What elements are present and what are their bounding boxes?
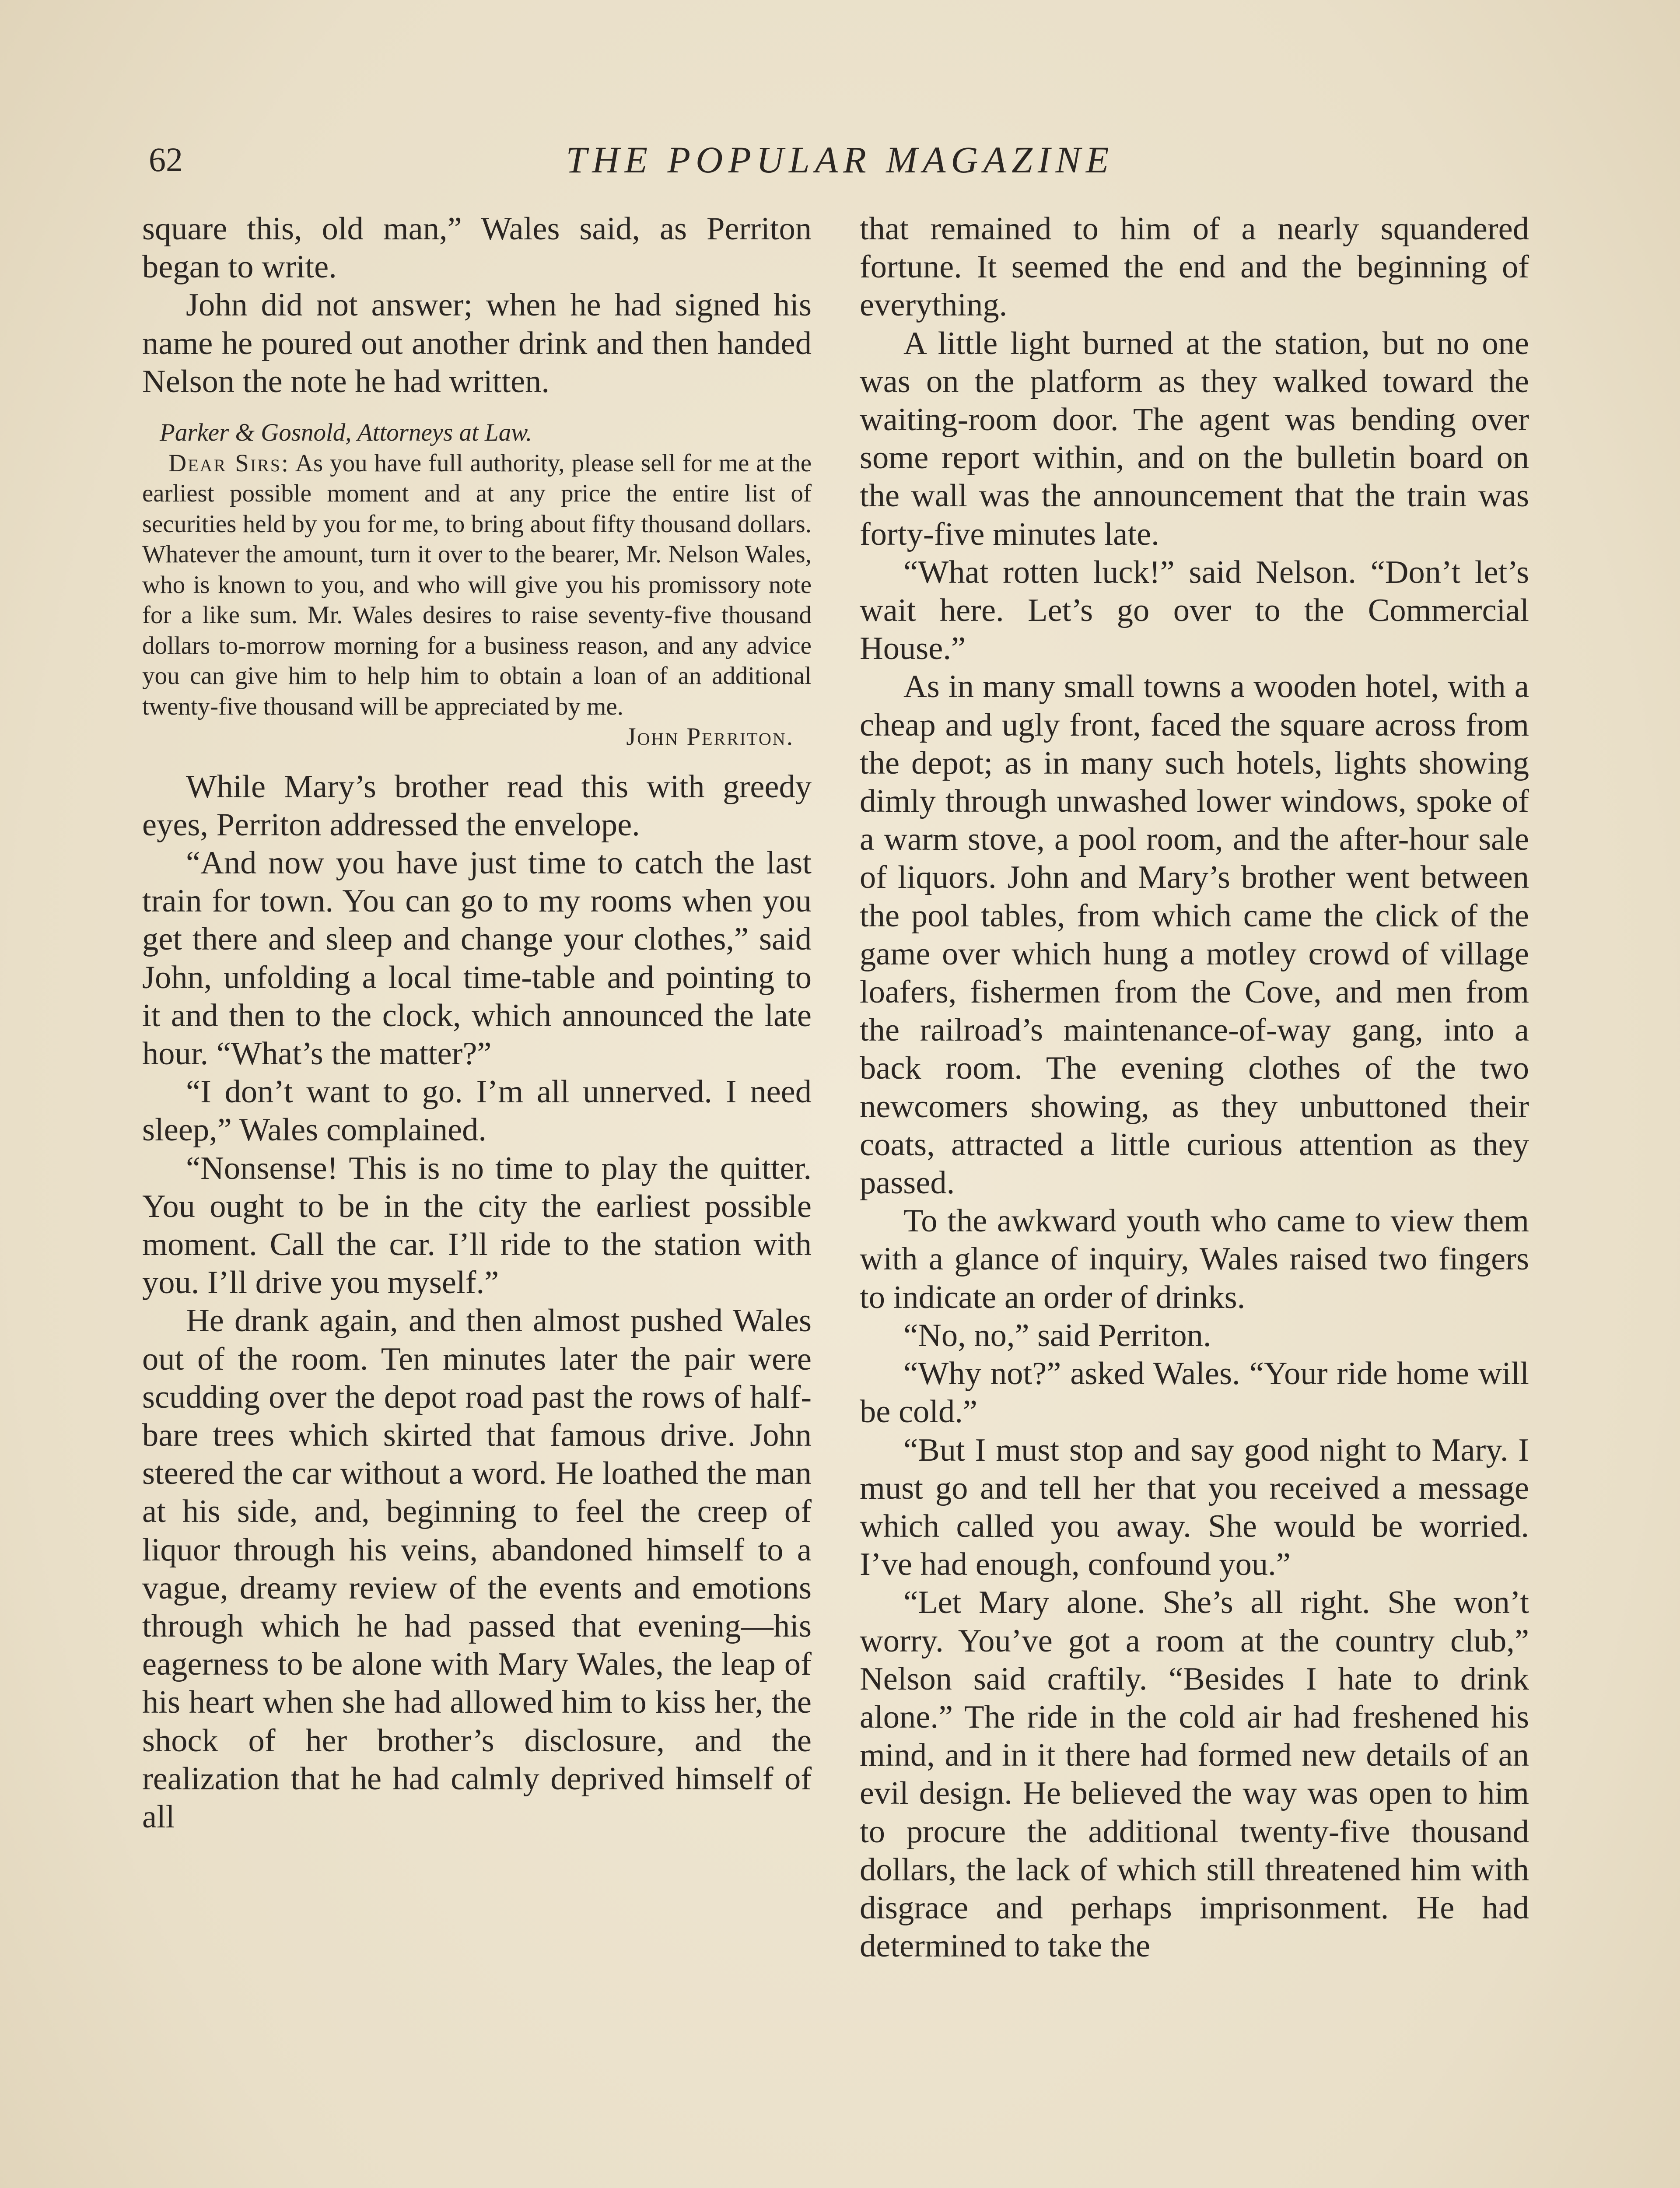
letter-body bbox=[142, 448, 812, 722]
left-column bbox=[142, 210, 812, 1836]
paragraph: John did not answer; when he had signed his name he poured out another drink and then handed Nelson the note he had written. bbox=[142, 287, 812, 400]
paragraph: that remained to him of a nearly squandered fortune. It seemed the end and the beginning of everything. bbox=[860, 211, 1529, 323]
paragraph: “I don’t want to go. I’m all unnerved. I need sleep,” Wales complained. bbox=[142, 1074, 812, 1148]
paragraph: While Mary’s brother read this with greedy eyes, Perriton addressed the envelope. bbox=[142, 768, 812, 843]
paragraph: To the awkward youth who came to view them with a glance of inquiry, Wales raised two fingers to indicate an order of drinks. bbox=[860, 1203, 1529, 1315]
paragraph: “No, no,” said Perriton. bbox=[903, 1317, 1211, 1353]
letter-signature: John Perriton. bbox=[626, 723, 794, 751]
paragraph: “But I must stop and say good night to Mary. I must go and tell her that you received a message which called you away. She would be worried. I’ve had enough, confound you.” bbox=[860, 1432, 1529, 1583]
paragraph: “Why not?” asked Wales. “Your ride home will be cold.” bbox=[860, 1356, 1529, 1430]
paragraph: As in many small towns a wooden hotel, with a cheap and ugly front, faced the square across from the depot; as in many such hotels, lights showing dimly through unwashed lower windows, spoke of a warm stove, a pool room, and the after-hour sale of liquors. John and Mary’s brother went between the pool tables, from which came the click of the game over which hung a motley crowd of village loafers, fishermen from the Cove, and men from the railroad’s maintenance-of-way gang, into a back room. The evening clothes of the two newcomers showing, as they unbuttoned their coats, attracted a little curious attention as they passed. bbox=[860, 669, 1529, 1201]
paragraph: He drank again, and then almost pushed Wales out of the room. Ten minutes later the pair were scudding over the depot road past the rows of half-bare trees which skirted that famous drive. John steered the car without a word. He loathed the man at his side, and, beginning to feel the creep of liquor through his veins, abandoned himself to a vague, dreamy review of the events and emotions through which he had passed that evening—his eagerness to be alone with Mary Wales, the leap of his heart when she had allowed him to kiss her, the shock of her brother’s disclosure, and the realization that he had calmly deprived himself of all bbox=[142, 1303, 812, 1835]
paragraph: “Let Mary alone. She’s all right. She won’t worry. You’ve got a room at the country club,” Nelson said craftily. “Besides I hate to drink alone.” The ride in the cold air had freshened his mind, and in it there had formed new details of an evil design. He believed the way was open to him to procure the additional twenty-five thousand dollars, the lack of which still threatened him with disgrace and perhaps imprisonment. He had determined to take the bbox=[860, 1585, 1529, 1964]
page-header bbox=[149, 131, 1531, 188]
paragraph: “Nonsense! This is no time to play the quitter. You ought to be in the city the earliest possible moment. Call the car. I’ll ride to the station with you. I’ll drive you myself.” bbox=[142, 1150, 812, 1301]
letter-salutation: Dear Sirs: bbox=[168, 449, 290, 477]
quoted-letter bbox=[142, 417, 812, 752]
letter-addressee: Parker & Gosnold, Attorneys at Law. bbox=[160, 419, 532, 447]
page-number: 62 bbox=[149, 140, 183, 179]
paragraph: A little light burned at the station, but no one was on the platform as they walked toward the waiting-room door. The agent was bending over some report within, and on the bulletin board on the wall was the announcement that the train was forty-five minutes late. bbox=[860, 325, 1529, 552]
paragraph: “And now you have just time to catch the last train for town. You can go to my rooms when you get there and sleep and change your clothes,” said John, unfolding a local time-table and pointing to it and then to the clock, which announced the late hour. “What’s the matter?” bbox=[142, 845, 812, 1072]
paragraph: square this, old man,” Wales said, as Perriton began to write. bbox=[142, 211, 812, 285]
letter-text: As you have full authority, please sell for me at the earliest possible moment and at any price the entire list of securities held by you for me, to bring about fifty thousand dollars. Whatever the amount, turn it over to the bearer, Mr. Nelson Wales, who is known to you, and who will give you his promissory note for a like sum. Mr. Wales desires to raise seventy-five thousand dollars to-morrow morning for a business reason, and any advice you can give him to help him to obtain a loan of an additional twenty-five thousand will be appreciated by me. bbox=[142, 449, 812, 720]
paragraph: “What rotten luck!” said Nelson. “Don’t let’s wait here. Let’s go over to the Commercial House.” bbox=[860, 554, 1529, 667]
running-head-title: THE POPULAR MAGAZINE bbox=[566, 139, 1114, 181]
right-column bbox=[860, 210, 1529, 1965]
